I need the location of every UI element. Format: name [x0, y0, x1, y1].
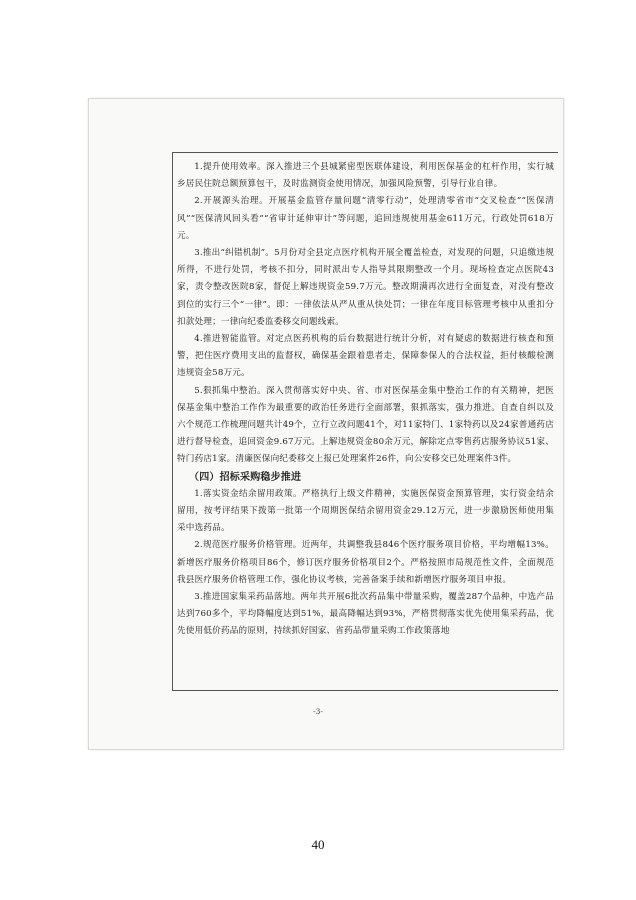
paragraph: 4.推进智能监管。对定点医药机构的后台数据进行统计分析，对有疑虑的数据进行核查和预警，把住医疗费用支出的监督权，确保基金跟着患者走，保障参保人的合法权益，拒付核酸检测违规资金58万元。 [177, 334, 554, 379]
paragraph: 2.规范医疗服务价格管理。近两年，共调整我县846个医疗服务项目价格，平均增幅13%。新增医疗服务价格项目86个，修订医疗服务价格项目2个。严格按照市局规范性文件，全面规范我县医疗服务价格管理工作，强化协议考核，完善备案手续和新增医疗服务项目申报。 [177, 540, 554, 585]
paragraph: 5.狠抓集中整治。深入贯彻落实好中央、省、市对医保基金集中整治工作的有关精神，把医保基金集中整治工作作为最重要的政治任务进行全面部署，狠抓落实，强力推进。自查自纠以及六个规范工作梳理问题共计49个，立行立改问题41个，对11家特门、1家特药以及24家普通药店进行督导检查，追回资金9.67万元。上解违规资金80余万元，解除定点零售药店服务协议51家、特门药店1家。清廉医保向纪委移交上报已处理案件26件，向公安移交已处理案件3件。 [177, 385, 554, 465]
section-heading: （四）招标采购稳步推进 [189, 471, 302, 483]
page-number: 40 [311, 837, 325, 852]
paragraph: 1.落实资金结余留用政策。严格执行上级文件精神，实施医保资金预算管理，实行资金结余留用，按考评结果下拨第一批第一个周期医保结余留用资金29.12万元，进一步激励医师使用集采中选药品。 [177, 488, 554, 534]
document-body [177, 159, 554, 641]
paragraph: 3.推出“纠错机制”。5月份对全县定点医疗机构开展全覆盖检查，对发现的问题，只追缴违规所得，不进行处罚，考核不扣分，同时派出专人指导其限期整改一个月。现场检查定点医院43家，责令整改医院8家，督促上解违规资金59.7万元。整改期满再次进行全面复查，对没有整改到位的实行三个“一律”。即：一律依法从严从重从快处罚；一律在年度目标管理考核中从重扣分扣款处理；一律向纪委监委移交问题线索。 [177, 248, 554, 327]
inner-page-footer: -3- [313, 707, 323, 716]
paragraph: 2.开展源头治理。开展基金监管存量问题“清零行动”，处理清零省市“交叉检查”“医保清风”“医保清风回头看”“省审计延伸审计”等问题，追回违规使用基金611万元，行政处罚618万元。 [177, 196, 554, 241]
paragraph: 3.推进国家集采药品落地。两年共开展6批次药品集中带量采购，覆盖287个品种，中选产品达到760多个，平均降幅度达到51%，最高降幅达到93%，严格贯彻落实优先使用集采药品，优先使用低价药品的原则，持续抓好国家、省药品带量采购工作政策落地 [177, 592, 554, 637]
paragraph: 1.提升使用效率。深入推进三个县城紧密型医联体建设，利用医保基金的杠杆作用，实行城乡居民住院总额预算包干，及时监测资金使用情况，加强风险预警，引导行业自律。 [177, 162, 554, 190]
